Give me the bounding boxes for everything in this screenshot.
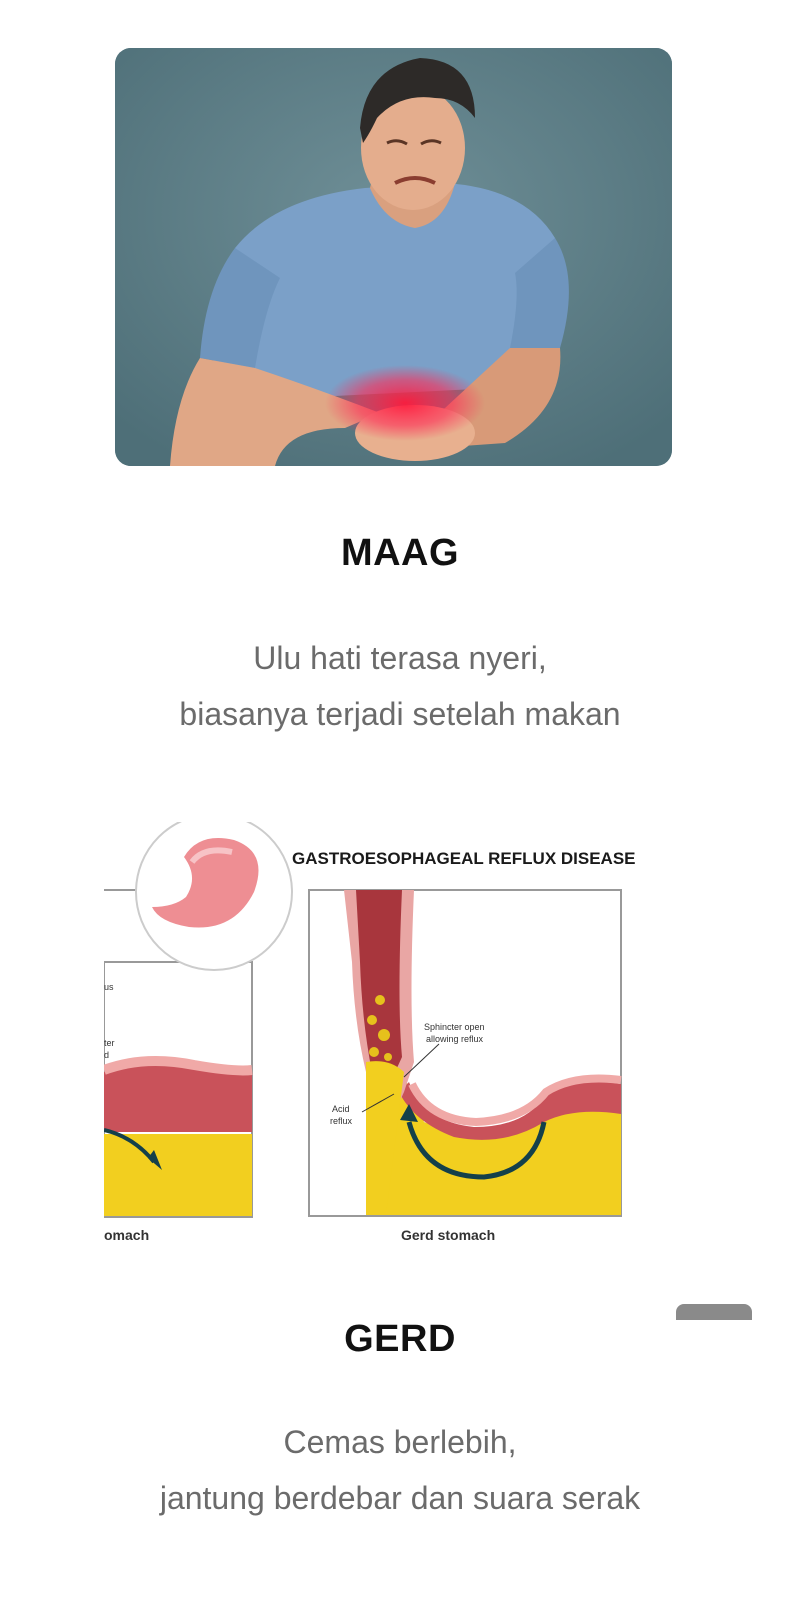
sphincter-label-line-2: allowing reflux	[426, 1034, 484, 1044]
maag-description-line-1: Ulu hati terasa nyeri,	[253, 640, 547, 676]
fragment-label-1: us	[104, 982, 114, 992]
acid-label-line-1: Acid	[332, 1104, 350, 1114]
sphincter-label-line-1: Sphincter open	[424, 1022, 485, 1032]
diagram-heading: GASTROESOPHAGEAL REFLUX DISEASE	[292, 849, 636, 868]
maag-description-line-2: biasanya terjadi setelah makan	[179, 696, 621, 732]
maag-photo	[115, 48, 672, 466]
gerd-stomach-label: Gerd stomach	[401, 1227, 496, 1243]
gerd-diagram	[104, 822, 664, 1262]
maag-description	[0, 630, 800, 742]
gerd-description-line-2: jantung berdebar dan suara serak	[159, 1480, 641, 1516]
gerd-description	[0, 1414, 800, 1526]
gerd-title: GERD	[344, 1318, 456, 1360]
gerd-description-line-1: Cemas berlebih,	[283, 1424, 517, 1460]
maag-title: MAAG	[340, 532, 460, 574]
left-stomach-label: omach	[104, 1227, 150, 1243]
fragment-label-3: d	[104, 1050, 110, 1060]
acid-label-line-2: reflux	[330, 1116, 353, 1126]
fragment-label-2: ter	[104, 1038, 115, 1048]
